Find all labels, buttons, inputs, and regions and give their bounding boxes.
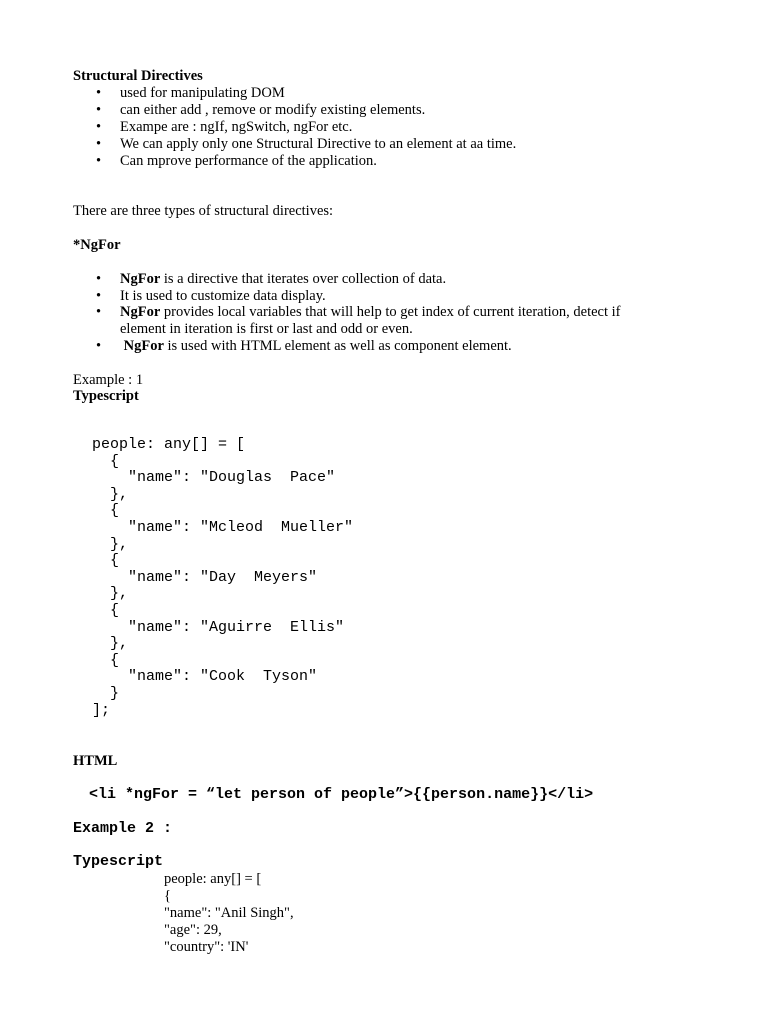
code-line: "name": "Douglas Pace" bbox=[92, 469, 336, 486]
code-line: }, bbox=[92, 536, 129, 553]
bullet-symbol: • bbox=[96, 153, 102, 169]
typescript-heading: Typescript bbox=[73, 388, 139, 404]
intro-paragraph: There are three types of structural directives: bbox=[73, 203, 334, 219]
code-line: { bbox=[92, 602, 120, 619]
list-item-text: element in iteration is first or last and odd or even. bbox=[120, 321, 413, 337]
code-line: "country": 'IN' bbox=[164, 939, 249, 955]
code-line: { bbox=[92, 552, 120, 569]
code-line: { bbox=[92, 652, 120, 669]
typescript-heading-2: Typescript bbox=[73, 853, 164, 870]
keyword-ngfor: NgFor bbox=[120, 271, 161, 287]
list-item: Can mprove performance of the application. bbox=[120, 153, 377, 169]
bullet-symbol: • bbox=[96, 271, 102, 287]
html-heading: HTML bbox=[73, 753, 118, 769]
html-code-line: <li *ngFor = “let person of people”>{{person.name}}</li> bbox=[89, 786, 594, 803]
list-item: We can apply only one Structural Directive to an element at aa time. bbox=[120, 136, 517, 152]
ngfor-heading: *NgFor bbox=[73, 237, 121, 253]
code-line: "name": "Day Meyers" bbox=[92, 569, 318, 586]
keyword-ngfor: NgFor bbox=[120, 338, 164, 354]
code-line: { bbox=[164, 888, 171, 904]
code-line: }, bbox=[92, 635, 129, 652]
code-line: "age": 29, bbox=[164, 922, 222, 938]
bullet-symbol: • bbox=[96, 119, 102, 135]
code-line: people: any[] = [ bbox=[92, 436, 246, 453]
list-item: can either add , remove or modify existing elements. bbox=[120, 102, 426, 118]
example-1-label: Example : 1 bbox=[73, 372, 144, 388]
code-line: "name": "Mcleod Mueller" bbox=[92, 519, 354, 536]
list-item: Exampe are : ngIf, ngSwitch, ngFor etc. bbox=[120, 119, 353, 135]
list-item: used for manipulating DOM bbox=[120, 85, 285, 101]
bullet-symbol: • bbox=[96, 85, 102, 101]
code-line: people: any[] = [ bbox=[164, 871, 262, 887]
code-line: "name": "Cook Tyson" bbox=[92, 668, 318, 685]
bullet-symbol: • bbox=[96, 102, 102, 118]
list-item-text: It is used to customize data display. bbox=[120, 288, 326, 304]
list-item bbox=[120, 304, 621, 321]
section-heading-structural-directives: Structural Directives bbox=[73, 68, 203, 84]
code-line: }, bbox=[92, 585, 129, 602]
keyword-ngfor: NgFor bbox=[120, 304, 161, 320]
code-line: }, bbox=[92, 486, 129, 503]
bullet-symbol: • bbox=[96, 304, 102, 320]
list-item bbox=[120, 271, 446, 288]
bullet-symbol: • bbox=[96, 338, 102, 354]
list-item-text: provides local variables that will help to get index of current iteration, detect if bbox=[160, 304, 621, 320]
bullet-symbol: • bbox=[96, 136, 102, 152]
list-item-text: is a directive that iterates over collection of data. bbox=[160, 271, 447, 287]
code-line: { bbox=[92, 502, 120, 519]
list-item-continuation bbox=[120, 321, 413, 338]
code-line: } bbox=[92, 685, 120, 702]
list-item-text: is used with HTML element as well as component element. bbox=[163, 338, 512, 354]
code-line: "name": "Aguirre Ellis" bbox=[92, 619, 345, 636]
code-line: ]; bbox=[92, 702, 111, 719]
example-2-label: Example 2 : bbox=[73, 820, 173, 837]
code-line: { bbox=[92, 453, 120, 470]
list-item bbox=[120, 288, 326, 305]
list-item bbox=[120, 338, 512, 355]
bullet-symbol: • bbox=[96, 288, 102, 304]
code-line: "name": "Anil Singh", bbox=[164, 905, 294, 921]
